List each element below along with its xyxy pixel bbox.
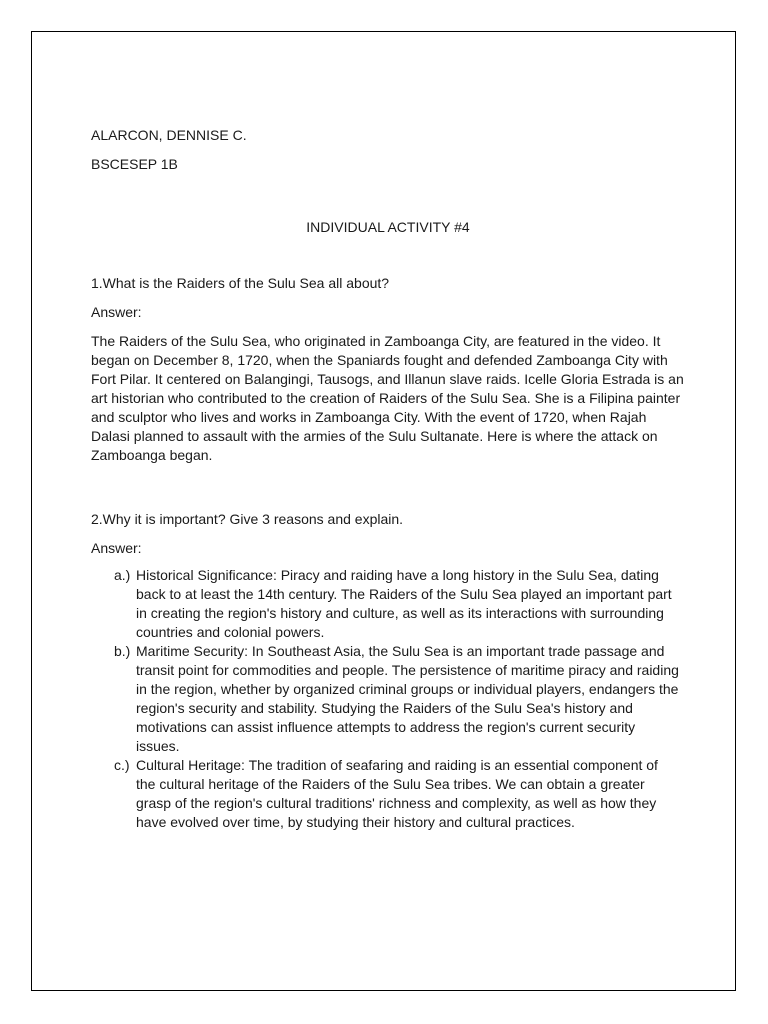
reason-text: Cultural Heritage: The tradition of seafaring and raiding is an essential component of the cultural heritage of the Raiders of the Sulu Sea tribes. We can obtain a greater grasp of the region's cultural traditions' richness and complexity, as well as how they have evolved over time, by studying their history and cultural practices. (136, 757, 658, 830)
reasons-list (91, 566, 685, 832)
student-name: ALARCON, DENNISE C. (91, 127, 247, 143)
question-1-answer: The Raiders of the Sulu Sea, who originated in Zamboanga City, are featured in the video. It began on December 8, 1720, when the Spaniards fought and defended Zamboanga City with Fort Pilar. It centered on Balangingi, Tausogs, and Illanun slave raids. Icelle Gloria Estrada is an art historian who contributed to the creation of Raiders of the Sulu Sea. She is a Filipina painter and sculptor who lives and works in Zamboanga City. With the event of 1720, when Rajah Dalasi planned to assault with the armies of the Sulu Sultanate. Here is where the attack on Zamboanga began. (91, 333, 684, 463)
reason-marker: c.) (114, 757, 130, 773)
list-item (91, 756, 681, 832)
reason-marker: a.) (114, 567, 131, 583)
document-page (31, 31, 736, 991)
reason-text: Maritime Security: In Southeast Asia, the Sulu Sea is an important trade passage and transit point for commodities and people. The persistence of maritime piracy and raiding in the region, whether by organized criminal groups or individual players, endangers the region's security and stability. Studying the Raiders of the Sulu Sea's history and motivations can assist influence attempts to address the region's current security issues. (136, 643, 679, 754)
reason-text: Historical Significance: Piracy and raiding have a long history in the Sulu Sea, dating back to at least the 14th century. The Raiders of the Sulu Sea played an important part in creating the region's history and culture, as well as its interactions with surrounding countries and colonial powers. (136, 567, 672, 640)
question-1: 1.What is the Raiders of the Sulu Sea all about? (91, 275, 390, 291)
document-content (91, 94, 685, 832)
document-title: INDIVIDUAL ACTIVITY #4 (306, 219, 470, 235)
student-section: BSCESEP 1B (91, 156, 178, 172)
question-1-answer-label: Answer: (91, 304, 142, 320)
list-item (91, 642, 681, 756)
reason-marker: b.) (114, 643, 131, 659)
list-item (91, 566, 681, 642)
question-2-answer-label: Answer: (91, 540, 142, 556)
question-2: 2.Why it is important? Give 3 reasons and explain. (91, 511, 404, 527)
